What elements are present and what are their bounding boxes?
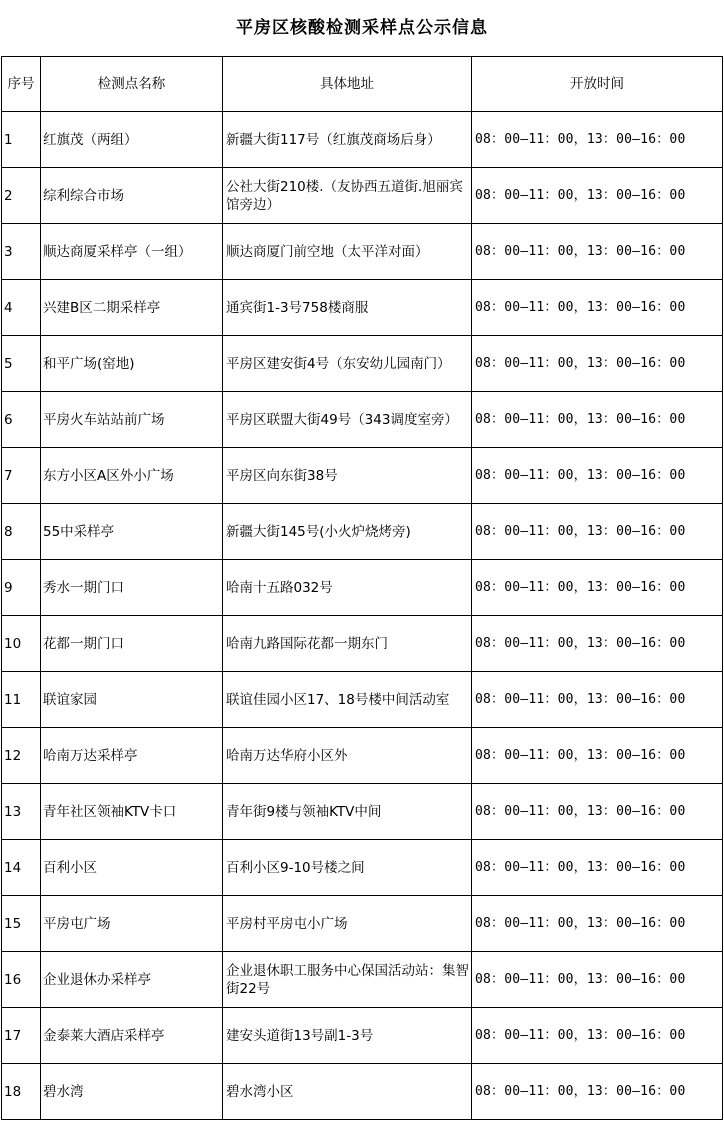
site-name: 55中采样亭 (41, 504, 223, 560)
opening-hours: 08：00—11：00，13：00—16：00 (472, 224, 723, 280)
table-body (2, 112, 723, 1120)
opening-hours: 08：00—11：00，13：00—16：00 (472, 672, 723, 728)
opening-hours: 08：00—11：00，13：00—16：00 (472, 504, 723, 560)
site-name: 综利综合市场 (41, 168, 223, 224)
table-row (2, 840, 723, 896)
table-row (2, 336, 723, 392)
site-name: 青年社区领袖KTV卡口 (41, 784, 223, 840)
table-row (2, 280, 723, 336)
row-number: 11 (2, 672, 41, 728)
table-row (2, 896, 723, 952)
opening-hours: 08：00—11：00，13：00—16：00 (472, 896, 723, 952)
row-number: 5 (2, 336, 41, 392)
site-address: 通宾街1-3号758楼商服 (223, 280, 472, 336)
table-row (2, 112, 723, 168)
site-name: 百利小区 (41, 840, 223, 896)
site-address: 平房村平房屯小广场 (223, 896, 472, 952)
opening-hours: 08：00—11：00，13：00—16：00 (472, 112, 723, 168)
row-number: 17 (2, 1008, 41, 1064)
site-name: 东方小区A区外小广场 (41, 448, 223, 504)
site-address: 平房区向东街38号 (223, 448, 472, 504)
header-name: 检测点名称 (41, 57, 223, 112)
table-header-row (2, 57, 723, 112)
site-name: 金泰莱大酒店采样亭 (41, 1008, 223, 1064)
row-number: 3 (2, 224, 41, 280)
table-row (2, 1064, 723, 1120)
opening-hours: 08：00—11：00，13：00—16：00 (472, 392, 723, 448)
opening-hours: 08：00—11：00，13：00—16：00 (472, 1064, 723, 1120)
site-address: 青年街9楼与领袖KTV中间 (223, 784, 472, 840)
site-address: 顺达商厦门前空地（太平洋对面） (223, 224, 472, 280)
site-address: 百利小区9-10号楼之间 (223, 840, 472, 896)
header-no: 序号 (2, 57, 41, 112)
site-address: 哈南十五路032号 (223, 560, 472, 616)
table-row (2, 728, 723, 784)
table-row (2, 168, 723, 224)
site-name: 秀水一期门口 (41, 560, 223, 616)
header-time: 开放时间 (472, 57, 723, 112)
site-address: 平房区建安街4号（东安幼儿园南门） (223, 336, 472, 392)
opening-hours: 08：00—11：00，13：00—16：00 (472, 560, 723, 616)
site-address: 联谊佳园小区17、18号楼中间活动室 (223, 672, 472, 728)
site-name: 和平广场(窑地) (41, 336, 223, 392)
page-title: 平房区核酸检测采样点公示信息 (236, 18, 488, 38)
opening-hours: 08：00—11：00，13：00—16：00 (472, 168, 723, 224)
row-number: 9 (2, 560, 41, 616)
opening-hours: 08：00—11：00，13：00—16：00 (472, 616, 723, 672)
site-name: 碧水湾 (41, 1064, 223, 1120)
site-name: 兴建B区二期采样亭 (41, 280, 223, 336)
row-number: 13 (2, 784, 41, 840)
table-row (2, 504, 723, 560)
row-number: 4 (2, 280, 41, 336)
opening-hours: 08：00—11：00，13：00—16：00 (472, 840, 723, 896)
opening-hours: 08：00—11：00，13：00—16：00 (472, 1008, 723, 1064)
sampling-sites-table (1, 56, 723, 1120)
site-address: 公社大街210楼.（友协西五道街.旭丽宾馆旁边） (223, 168, 472, 224)
site-name: 哈南万达采样亭 (41, 728, 223, 784)
opening-hours: 08：00—11：00，13：00—16：00 (472, 448, 723, 504)
site-name: 顺达商厦采样亭（一组） (41, 224, 223, 280)
site-address: 企业退休职工服务中心保国活动站：集智街22号 (223, 952, 472, 1008)
opening-hours: 08：00—11：00，13：00—16：00 (472, 280, 723, 336)
row-number: 10 (2, 616, 41, 672)
row-number: 2 (2, 168, 41, 224)
site-name: 红旗茂（两组） (41, 112, 223, 168)
table-row (2, 952, 723, 1008)
table-row (2, 560, 723, 616)
opening-hours: 08：00—11：00，13：00—16：00 (472, 336, 723, 392)
row-number: 7 (2, 448, 41, 504)
row-number: 12 (2, 728, 41, 784)
table-row (2, 616, 723, 672)
header-address: 具体地址 (223, 57, 472, 112)
opening-hours: 08：00—11：00，13：00—16：00 (472, 952, 723, 1008)
site-address: 建安头道街13号副1-3号 (223, 1008, 472, 1064)
table-row (2, 784, 723, 840)
site-address: 碧水湾小区 (223, 1064, 472, 1120)
site-address: 平房区联盟大街49号（343调度室旁） (223, 392, 472, 448)
site-address: 哈南九路国际花都一期东门 (223, 616, 472, 672)
opening-hours: 08：00—11：00，13：00—16：00 (472, 784, 723, 840)
row-number: 8 (2, 504, 41, 560)
site-name: 平房屯广场 (41, 896, 223, 952)
table-row (2, 448, 723, 504)
table-row (2, 672, 723, 728)
site-name: 平房火车站站前广场 (41, 392, 223, 448)
row-number: 6 (2, 392, 41, 448)
site-name: 企业退休办采样亭 (41, 952, 223, 1008)
site-name: 联谊家园 (41, 672, 223, 728)
table-row (2, 392, 723, 448)
site-address: 新疆大街145号(小火炉烧烤旁) (223, 504, 472, 560)
table-row (2, 1008, 723, 1064)
site-name: 花都一期门口 (41, 616, 223, 672)
row-number: 15 (2, 896, 41, 952)
site-address: 新疆大街117号（红旗茂商场后身） (223, 112, 472, 168)
row-number: 1 (2, 112, 41, 168)
row-number: 16 (2, 952, 41, 1008)
opening-hours: 08：00—11：00，13：00—16：00 (472, 728, 723, 784)
row-number: 18 (2, 1064, 41, 1120)
site-address: 哈南万达华府小区外 (223, 728, 472, 784)
table-row (2, 224, 723, 280)
row-number: 14 (2, 840, 41, 896)
